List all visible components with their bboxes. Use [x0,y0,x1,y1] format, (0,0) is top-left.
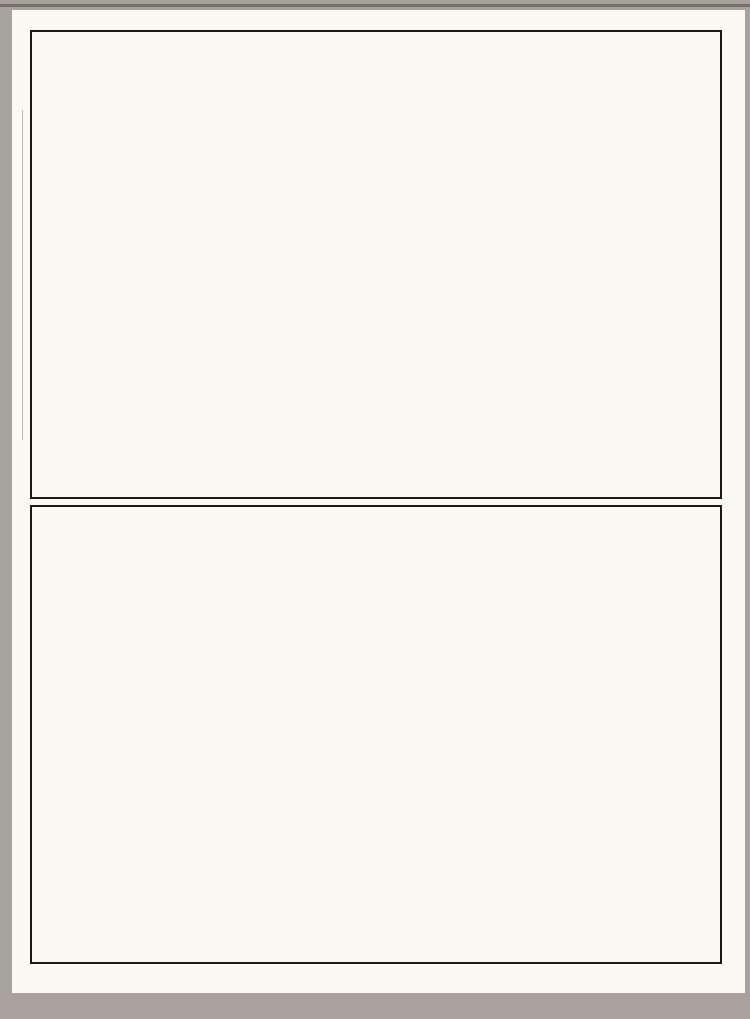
binding-crease [22,110,23,440]
scan-top-shadow [0,4,750,7]
roster-table-bottom [30,505,722,964]
roster-table-top [30,30,722,499]
scanned-page [12,10,745,993]
